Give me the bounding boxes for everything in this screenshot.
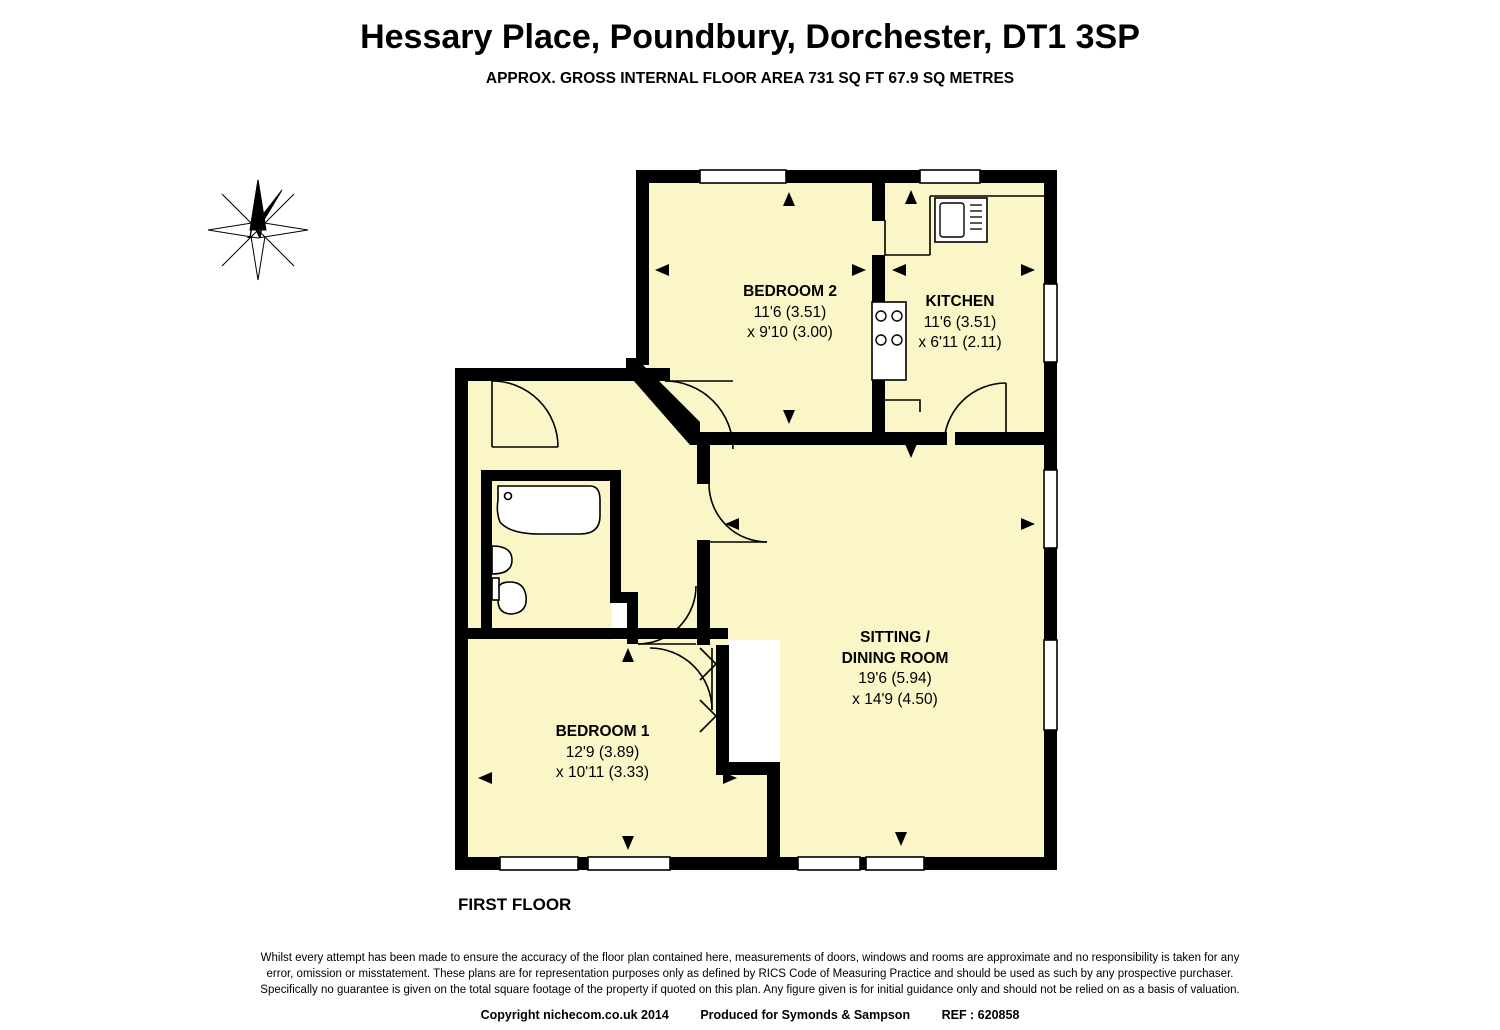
room-dim-2: x 10'11 (3.33) <box>555 764 650 781</box>
copyright-text: Copyright nichecom.co.uk 2014 <box>480 1008 669 1022</box>
room-name-line2: DINING ROOM <box>841 649 949 667</box>
room-dim-1: 11'6 (3.51) <box>923 313 997 331</box>
footer <box>0 1008 1500 1022</box>
sink-icon <box>935 198 987 242</box>
disclaimer-text <box>0 950 1500 998</box>
floor-area-subtitle: APPROX. GROSS INTERNAL FLOOR AREA 731 SQ FT 67.9 SQ METRES <box>485 70 1015 87</box>
room-dim-2: x 14'9 (4.50) <box>852 690 938 708</box>
room-dim-1: 12'9 (3.89) <box>565 743 640 761</box>
disclaimer-line-2: error, omission or misstatement. These plans are for representation purposes only as defined by RICS Code of Measuring Practice and should be used as such by any prospective purchaser. <box>266 968 1234 980</box>
floor-label: FIRST FLOOR <box>458 895 572 914</box>
room-name: BEDROOM 2 <box>743 283 837 300</box>
room-dim-1: 11'6 (3.51) <box>753 303 827 321</box>
compass-north-label: N <box>247 218 265 244</box>
room-label-kitchen <box>875 292 1045 354</box>
room-dim-2: x 9'10 (3.00) <box>747 324 833 341</box>
room-label-bedroom-1 <box>495 722 710 784</box>
room-dim-2: x 6'11 (2.11) <box>918 334 1002 351</box>
room-label-bedroom-2 <box>690 282 890 344</box>
room-name: BEDROOM 1 <box>555 723 650 740</box>
page-title: Hessary Place, Poundbury, Dorchester, DT1 3SP <box>360 18 1140 56</box>
reference-number: REF : 620858 <box>941 1008 1020 1022</box>
disclaimer-line-3: Specifically no guarantee is given on the total square footage of the property if quoted on this plan. Any figure given is for initial guidance only and should not be relied on as a basis of valuation. <box>260 984 1240 996</box>
produced-for-text: Produced for Symonds & Sampson <box>700 1008 911 1022</box>
disclaimer-line-1: Whilst every attempt has been made to ensure the accuracy of the floor plan contained here, measurements of doors, windows and rooms are approximate and no responsibility is taken for any <box>260 952 1240 964</box>
room-dim-1: 19'6 (5.94) <box>858 670 932 687</box>
room-label-sitting-dining-room <box>790 628 1000 710</box>
room-name: SITTING / <box>860 629 930 646</box>
compass-rose-icon <box>196 168 321 293</box>
room-name: KITCHEN <box>925 293 995 310</box>
